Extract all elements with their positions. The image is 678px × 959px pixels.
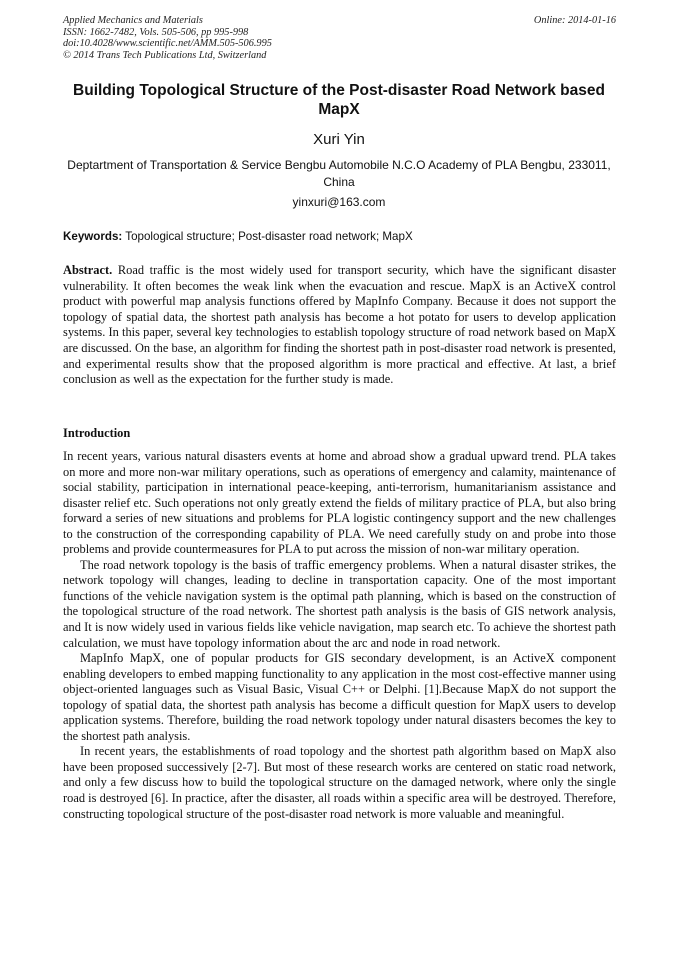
abstract [63, 263, 616, 388]
journal-copyright: © 2014 Trans Tech Publications Ltd, Switzerland [63, 49, 267, 61]
paper-title: Building Topological Structure of the Post-disaster Road Network based MapX [73, 82, 605, 118]
intro-paragraph: The road network topology is the basis of traffic emergency problems. When a natural disaster strikes, the network topology will changes, leading to decline in transportation capacity. One of the most important functions of the vehicle navigation system is the optimal path planning, which is based on the construction of the topological structure of the road network. The shortest path analysis is the basis of GIS network analysis, and It is now widely used in various fields like vehicle navigation, map search etc. To achieve the shortest path calculation, we must have topology information about the arc and node in road network. [63, 557, 616, 650]
keywords-text: Topological structure; Post-disaster road network; MapX [122, 230, 413, 243]
journal-name: Applied Mechanics and Materials [63, 15, 203, 26]
intro-paragraph: In recent years, various natural disasters events at home and abroad show a gradual upward trend. PLA takes on more and more non-war military operations, such as operations of emergency and calamity, maintenance of social stability, participation in international peace-keeping, anti-terrorism, humanitarianism assistance and disaster relief etc. Such operations not only greatly extend the fields of military practice of PLA, but also bring forward a series of new situations and problems for PLA logistic contingency support and the new challenges to the construction of the corresponding capability of PLA. We need carefully study on and probe into those problems and provide countermeasures for PLA to put across the mission of non-war military operation. [63, 449, 616, 557]
author-email: yinxuri@163.com [292, 195, 386, 209]
keywords [63, 230, 618, 243]
abstract-text: Road traffic is the most widely used for transport security, which have the significant disaster vulnerability. It often becomes the weak link when the evacuation and rescue. MapX is an ActiveX control product with powerful map analysis functions offered by MapInfo Company. Because it does not support the topology of spatial data, the shortest path analysis has become a hot potato for users to develop application systems. In this paper, several key technologies to establish topology structure of road network based on MapX are discussed. On the base, an algorithm for finding the shortest path in post-disaster road network is presented, and experimental results show that the proposed algorithm is more practical and effective. At last, a brief conclusion as well as the expectation for the further study is made. [63, 263, 616, 387]
abstract-label: Abstract. [63, 263, 113, 277]
author-affiliation: Deptartment of Transportation & Service Bengbu Automobile N.C.O Academy of PLA Bengbu, 233011, China [67, 158, 611, 189]
online-date: Online: 2014-01-16 [533, 15, 616, 26]
introduction-body [63, 449, 616, 822]
intro-paragraph: In recent years, the establishments of road topology and the shortest path algorithm based on MapX also have been proposed successively [2-7]. But most of these research works are centered on static road network, and only a few discuss how to build the topological structure on the damaged network, where only the single road is destroyed [6]. In practice, after the disaster, all roads within a specific area will be destroyed. Therefore, constructing topological structure of the post-disaster road network is more valuable and meaningful. [63, 744, 616, 821]
section-heading-introduction: Introduction [63, 426, 131, 440]
author-name: Xuri Yin [313, 131, 365, 148]
intro-paragraph: MapInfo MapX, one of popular products for GIS secondary development, is an ActiveX component enabling developers to embed mapping functionality to any application in the most cost-effective manner using object-oriented languages such as Visual Basic, Visual C++ or Delphi. [1].Because MapX do not support the topology of spatial data, the shortest path analysis has become a difficult question for MapX users to develop application systems. Therefore, building the road network topology under natural disasters becomes the key to the shortest path analysis. [63, 651, 616, 743]
journal-header [63, 15, 272, 61]
keywords-label: Keywords: [63, 230, 123, 243]
journal-issn: ISSN: 1662-7482, Vols. 505-506, pp 995-998 [63, 26, 249, 38]
journal-doi: doi:10.4028/www.scientific.net/AMM.505-506.995 [63, 38, 272, 50]
